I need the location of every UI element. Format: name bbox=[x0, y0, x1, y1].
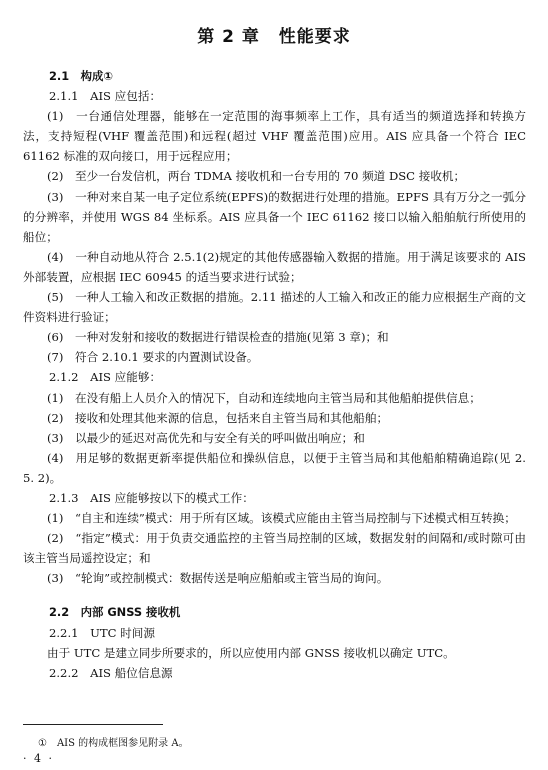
paragraph: (1) 在没有船上人员介入的情况下，自动和连续地向主管当局和其他船舶提供信息； bbox=[47, 390, 481, 405]
section-heading: 2.1 构成① bbox=[49, 69, 113, 83]
subsection-heading: 2.2.1 UTC 时间源 bbox=[49, 625, 155, 640]
paragraph: (3) 一种对来自某一电子定位系统(EPFS)的数据进行处理的措施。EPFS 具有万分之一弧分的分辨率，并使用 WGS 84 坐标系。AIS 应具备一个 IEC 61162 接口以输入船舶航行所使用的船位； bbox=[23, 189, 526, 244]
subsection-heading: 2.1.3 AIS 应能够按以下的模式工作： bbox=[49, 490, 254, 505]
spacer bbox=[23, 588, 526, 602]
body-text bbox=[23, 66, 526, 683]
footnote: ① AIS 的构成框图参见附录 A。 bbox=[38, 738, 189, 749]
paragraph: (2) “指定”模式：用于负责交通监控的主管当局控制的区域，数据发射的间隔和/或时隙可由该主管当局遥控设定；和 bbox=[23, 531, 526, 566]
paragraph: (2) 至少一台发信机，两台 TDMA 接收机和一台专用的 70 频道 DSC 接收机； bbox=[47, 169, 466, 184]
footnote-divider bbox=[23, 724, 163, 725]
paragraph: (3) 以最少的延迟对高优先和与安全有关的呼叫做出响应；和 bbox=[47, 430, 365, 445]
paragraph: (5) 一种人工输入和改正数据的措施。2.11 描述的人工输入和改正的能力应根据生产商的文件资料进行验证； bbox=[23, 290, 526, 325]
chapter-title: 性能要求 bbox=[278, 27, 351, 47]
paragraph: (7) 符合 2.10.1 要求的内置测试设备。 bbox=[47, 350, 259, 365]
chapter-heading bbox=[0, 22, 548, 47]
page-number: · 4 · bbox=[23, 752, 54, 765]
section-heading: 2.2 内部 GNSS 接收机 bbox=[49, 605, 181, 620]
paragraph: (4) 一种自动地从符合 2.5.1(2)规定的其他传感器输入数据的措施。用于满足该要求的 AIS 外部装置，应根据 IEC 60945 的适当要求进行试验； bbox=[23, 249, 526, 284]
subsection-heading: 2.1.1 AIS 应包括： bbox=[49, 89, 162, 104]
paragraph: 由于 UTC 是建立同步所要求的，所以应使用内部 GNSS 接收机以确定 UTC。 bbox=[47, 645, 455, 660]
subsection-heading: 2.1.2 AIS 应能够： bbox=[49, 370, 162, 385]
paragraph: (1) 一台通信处理器，能够在一定范围的海事频率上工作，具有适当的频道选择和转换方法，支持短程(VHF 覆盖范围)和远程(超过 VHF 覆盖范围)应用。AIS 应具备一个符合 IEC 61162 标准的双向接口，用于远程应用； bbox=[23, 109, 526, 164]
paragraph: (2) 接收和处理其他来源的信息，包括来自主管当局和其他船舶； bbox=[47, 410, 389, 425]
paragraph: (4) 用足够的数据更新率提供船位和操纵信息，以便于主管当局和其他船舶精确追踪(见 2. 5. 2)。 bbox=[23, 450, 526, 485]
subsection-heading: 2.2.2 AIS 船位信息源 bbox=[49, 665, 173, 680]
chapter-number: 第 2 章 bbox=[197, 27, 260, 47]
paragraph: (1) “自主和连续”模式：用于所有区域。该模式应能由主管当局控制与下述模式相互转换； bbox=[47, 511, 516, 526]
paragraph: (6) 一种对发射和接收的数据进行错误检查的措施(见第 3 章)；和 bbox=[47, 330, 389, 345]
paragraph: (3) “轮询”或控制模式：数据传送是响应船舶或主管当局的询问。 bbox=[47, 571, 389, 586]
